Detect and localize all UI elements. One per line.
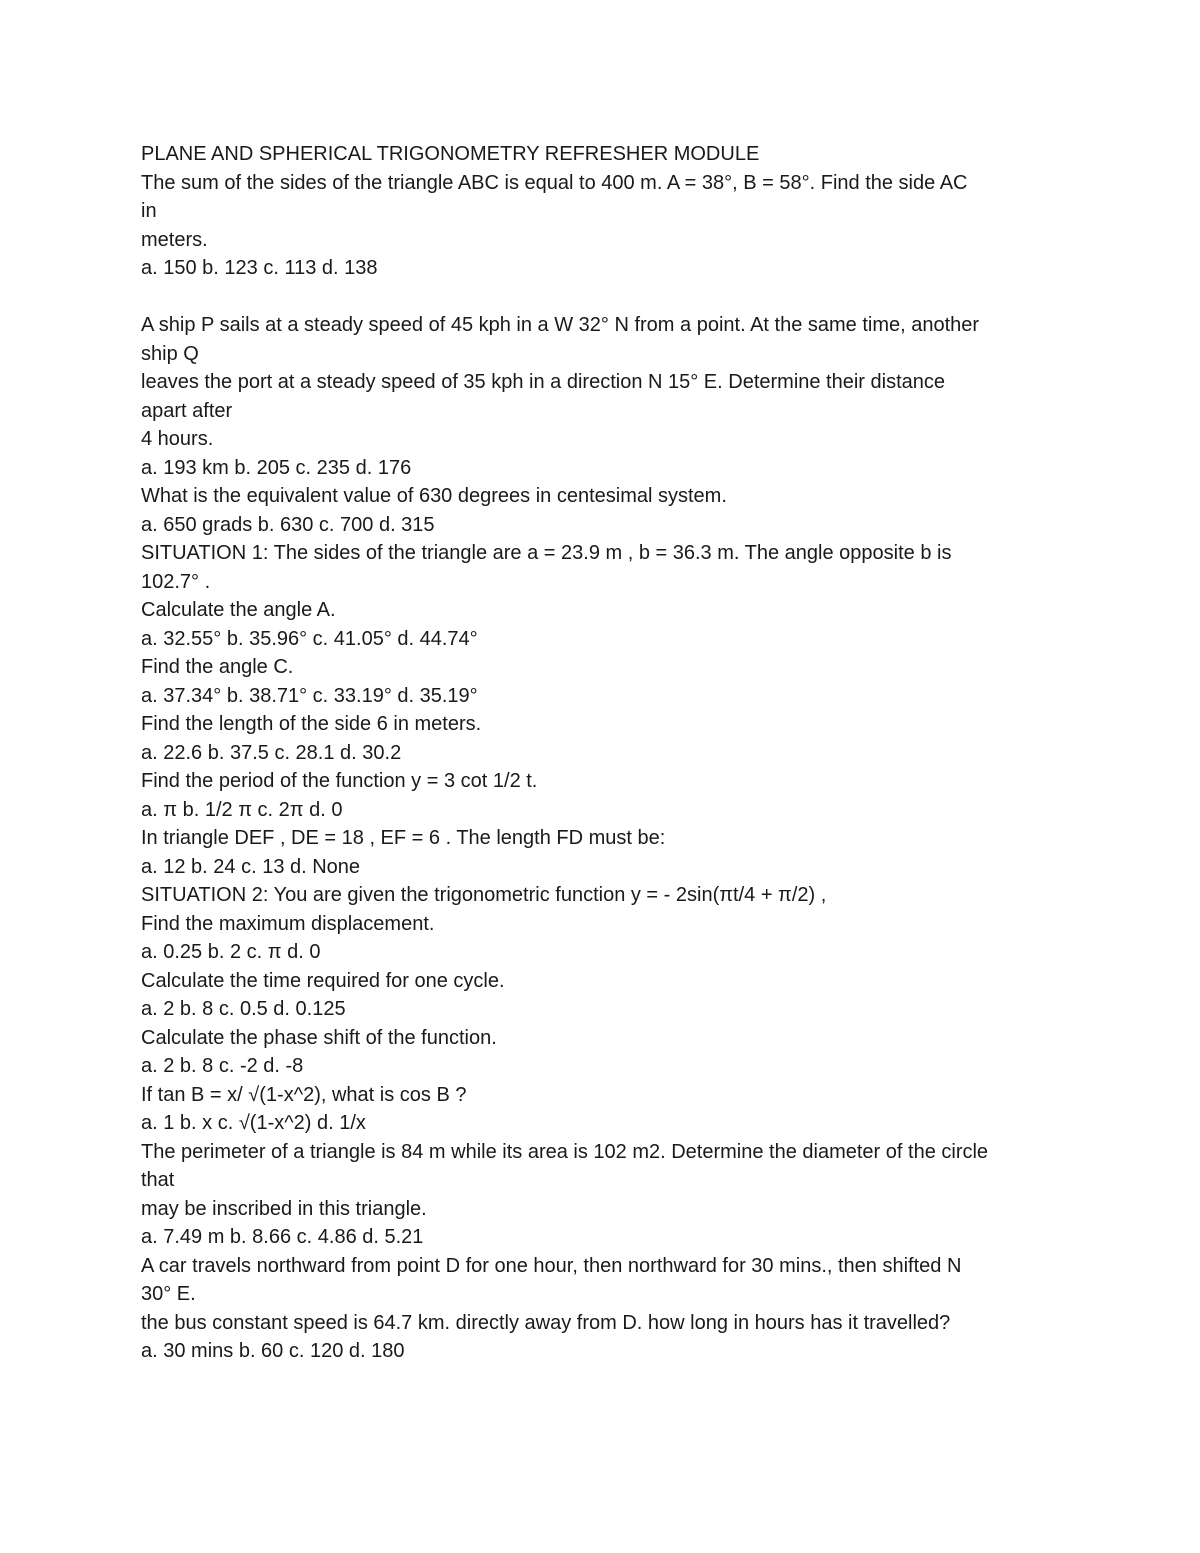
text-line: meters.	[141, 228, 208, 251]
text-line: apart after	[141, 399, 233, 422]
text-line: that	[141, 1169, 175, 1191]
text-line: Find the length of the side 6 in meters.	[141, 713, 482, 735]
text-line: a. 193 km b. 205 c. 235 d. 176	[141, 456, 412, 479]
question-block-1	[141, 169, 1071, 283]
text-line: In triangle DEF , DE = 18 , EF = 6 . The length FD must be:	[141, 827, 666, 849]
blank-line	[141, 283, 1071, 312]
text-line: a. 37.34° b. 38.71° c. 33.19° d. 35.19°	[141, 684, 478, 707]
text-line: the bus constant speed is 64.7 km. directly away from D. how long in hours has it travelled?	[141, 1311, 951, 1334]
text-line: Find the maximum displacement.	[141, 912, 435, 935]
text-line: The perimeter of a triangle is 84 m while its area is 102 m2. Determine the diameter of the circle	[141, 1140, 989, 1163]
document-body	[141, 140, 1071, 1366]
text-line: A ship P sails at a steady speed of 45 kph in a W 32° N from a point. At the same time, another	[141, 314, 980, 336]
text-line: a. 22.6 b. 37.5 c. 28.1 d. 30.2	[141, 741, 402, 764]
text-line: 4 hours.	[141, 428, 214, 450]
text-line: A car travels northward from point D for one hour, then northward for 30 mins., then shifted N	[141, 1254, 962, 1277]
text-line: a. 1 b. x c. √(1-x^2) d. 1/x	[141, 1112, 366, 1134]
text-line: If tan B = x/ √(1-x^2), what is cos B ?	[141, 1083, 467, 1106]
text-line: a. 30 mins b. 60 c. 120 d. 180	[141, 1340, 405, 1362]
text-line: SITUATION 1: The sides of the triangle are a = 23.9 m , b = 36.3 m. The angle opposite b is	[141, 542, 952, 564]
text-line: in	[141, 200, 157, 222]
text-line: a. 12 b. 24 c. 13 d. None	[141, 855, 361, 878]
text-line: ship Q	[141, 342, 199, 365]
question-block-rest	[141, 311, 1071, 1366]
text-line: 30° E.	[141, 1283, 196, 1305]
text-line: a. 2 b. 8 c. -2 d. -8	[141, 1055, 304, 1077]
text-line: The sum of the sides of the triangle ABC is equal to 400 m. A = 38°, B = 58°. Find the side AC	[141, 171, 968, 194]
text-line: Find the period of the function y = 3 cot 1/2 t.	[141, 770, 538, 792]
text-line: SITUATION 2: You are given the trigonometric function y = - 2sin(πt/4 + π/2) ,	[141, 884, 827, 906]
text-line: a. 650 grads b. 630 c. 700 d. 315	[141, 513, 435, 536]
text-line: a. 7.49 m b. 8.66 c. 4.86 d. 5.21	[141, 1226, 424, 1248]
text-line: a. 150 b. 123 c. 113 d. 138	[141, 257, 378, 279]
text-line: Calculate the angle A.	[141, 599, 336, 621]
text-line: a. π b. 1/2 π c. 2π d. 0	[141, 798, 343, 821]
text-line: Calculate the phase shift of the function.	[141, 1026, 497, 1049]
text-line: may be inscribed in this triangle.	[141, 1197, 427, 1220]
text-line: a. 2 b. 8 c. 0.5 d. 0.125	[141, 998, 346, 1020]
text-line: 102.7° .	[141, 570, 211, 593]
text-line: Find the angle C.	[141, 656, 294, 678]
text-line: a. 32.55° b. 35.96° c. 41.05° d. 44.74°	[141, 627, 478, 650]
text-line: a. 0.25 b. 2 c. π d. 0	[141, 941, 321, 963]
text-line: Calculate the time required for one cycle.	[141, 969, 505, 992]
text-line: What is the equivalent value of 630 degrees in centesimal system.	[141, 485, 727, 507]
document-title: PLANE AND SPHERICAL TRIGONOMETRY REFRESHER MODULE	[141, 143, 760, 165]
text-line: leaves the port at a steady speed of 35 kph in a direction N 15° E. Determine their distance	[141, 371, 946, 393]
